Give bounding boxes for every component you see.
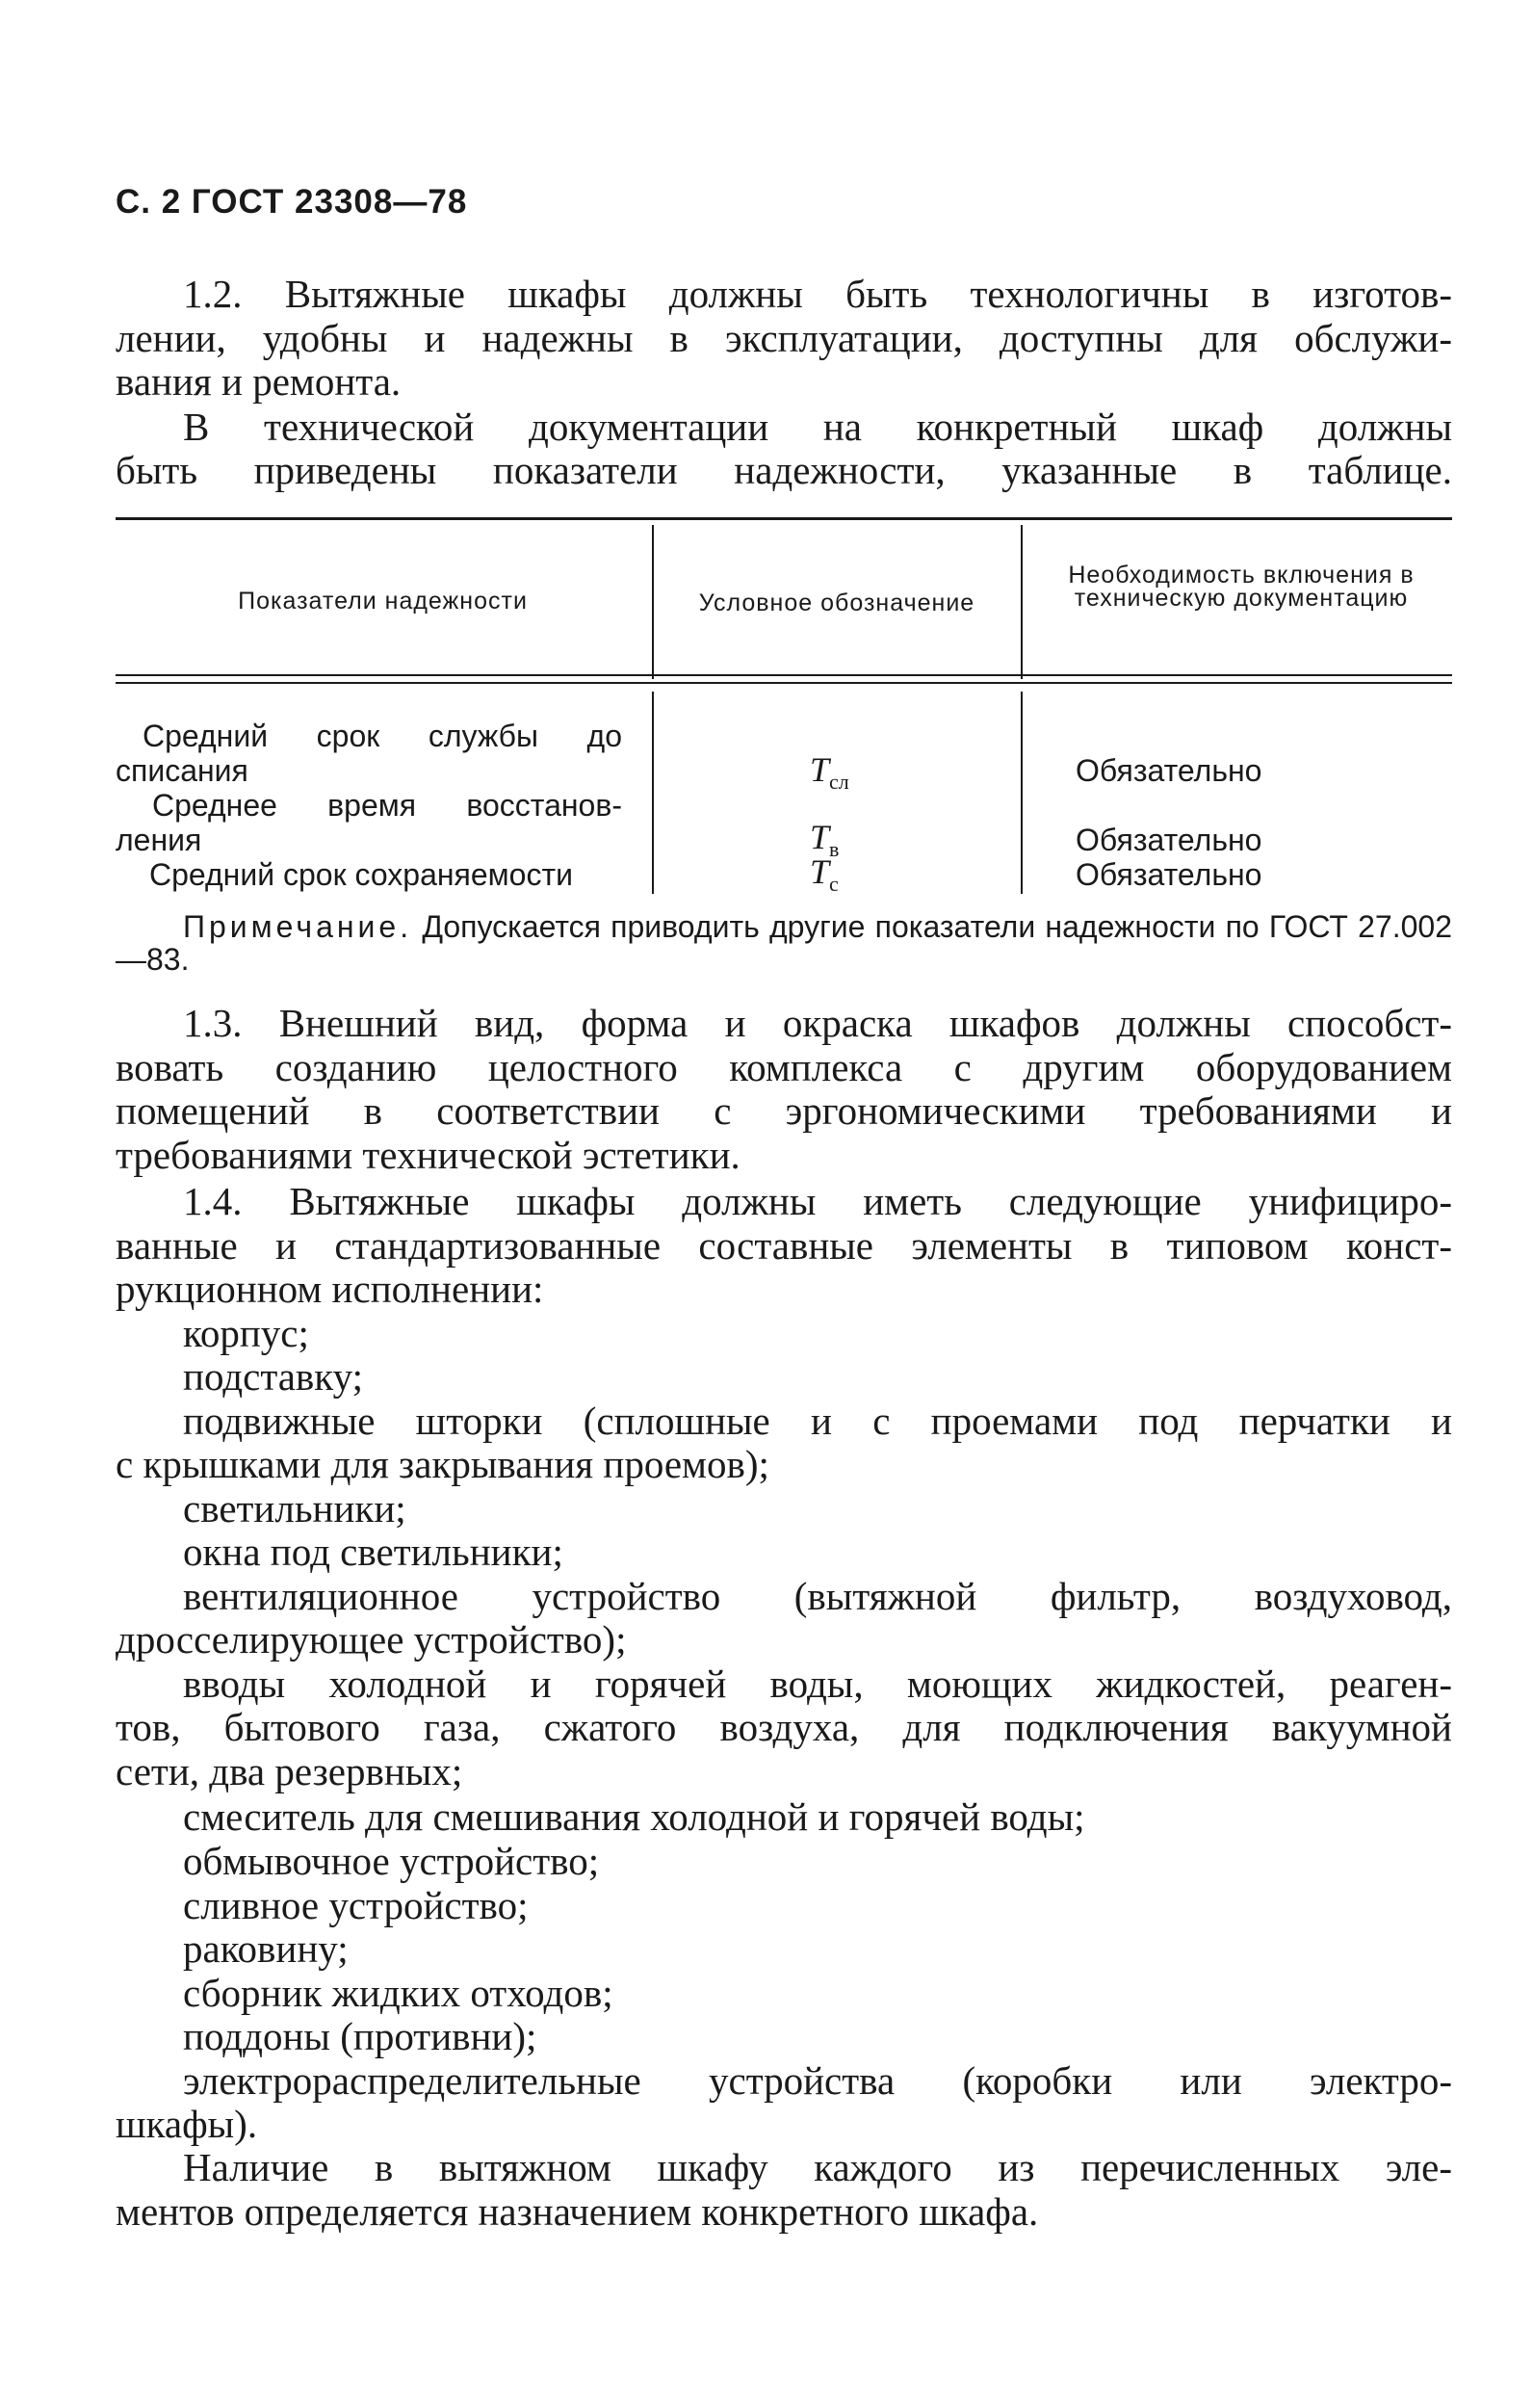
row-3-required: Обязательно: [1076, 857, 1262, 892]
table-body-divider-1: [652, 692, 654, 894]
list-item: подвижные шторки (сплошные и с проемами под перчатки и: [183, 1399, 1452, 1443]
table-header-rule-1: [116, 674, 1452, 676]
para-final-line2: ментов определяется назначением конкретного шкафа.: [116, 2189, 1039, 2234]
row-1-name-line1: Средний срок службы до: [143, 719, 622, 753]
para-1-4-line1: 1.4. Вытяжные шкафы должны иметь следующие унифициро-: [183, 1179, 1452, 1223]
list-item: электрораспределительные устройства (коробки или электро-: [183, 2058, 1452, 2103]
para-1-2-line1: 1.2. Вытяжные шкафы должны быть технологичны в изготов-: [183, 272, 1452, 316]
page-header: С. 2 ГОСТ 23308—78: [116, 183, 468, 221]
list-item-cont: тов, бытового газа, сжатого воздуха, для подключения вакуумной: [116, 1705, 1452, 1749]
table-header-requirement: Необходимость включения в техническую документацию: [1068, 562, 1415, 612]
table-body-divider-2: [1021, 692, 1023, 894]
list-item-cont: с крышками для закрывания проемов);: [116, 1442, 769, 1486]
para-1-2-line2: лении, удобны и надежны в эксплуатации, доступны для обслужи-: [116, 316, 1452, 360]
row-2-name-line2: ления: [116, 823, 202, 857]
list-item: окна под светильники;: [183, 1530, 563, 1574]
row-3-name: Средний срок сохраняемости: [149, 857, 573, 892]
table-header-indicator: Показатели надежности: [238, 588, 528, 615]
row-2-name-line1: Среднее время восстанов-: [152, 788, 622, 823]
table-header-divider-2: [1021, 525, 1023, 679]
list-item: вентиляционное устройство (вытяжной фильтр, воздуховод,: [183, 1574, 1452, 1618]
list-item-cont: дросселирующее устройство);: [116, 1617, 627, 1662]
list-item: сливное устройство;: [183, 1883, 529, 1927]
table-top-rule: [116, 517, 1452, 520]
table-header-symbol: Условное обозначение: [698, 589, 975, 616]
list-item: корпус;: [183, 1311, 309, 1355]
list-item: смеситель для смешивания холодной и горячей воды;: [183, 1794, 1085, 1839]
para-1-2-line3: вания и ремонта.: [116, 359, 402, 404]
para-doc-line2: быть приведены показатели надежности, указанные в таблице.: [116, 448, 1452, 492]
row-3-symbol: $T_с$: [810, 852, 839, 897]
para-1-4-line2: ванные и стандартизованные составные элементы в типовом конст-: [116, 1223, 1452, 1268]
list-item-cont: шкафы).: [116, 2102, 258, 2146]
row-2-symbol: $T_в$: [810, 818, 840, 862]
list-item-cont: сети, два резервных;: [116, 1749, 463, 1793]
para-1-3-line2: вовать созданию целостного комплекса с другим оборудованием: [116, 1045, 1452, 1089]
para-1-4-line3: рукционном исполнении:: [116, 1267, 544, 1311]
note-label: Примечание.: [183, 909, 413, 944]
para-final-line1: Наличие в вытяжном шкафу каждого из перечисленных эле-: [183, 2145, 1452, 2189]
list-item: сборник жидких отходов;: [183, 1971, 613, 2015]
para-1-3-line1: 1.3. Внешний вид, форма и окраска шкафов должны способст-: [183, 1001, 1452, 1045]
row-1-symbol: $T_{сл}$: [810, 750, 849, 795]
table-header-divider-1: [652, 525, 654, 679]
row-1-required: Обязательно: [1076, 753, 1262, 788]
note-text: Допускается приводить другие показатели надежности по ГОСТ 27.002—83.: [116, 909, 1453, 977]
table-header-rule-2: [116, 682, 1452, 684]
row-1-name-line2: списания: [116, 753, 248, 788]
table-note: [116, 910, 1452, 976]
para-1-3-line3: помещений в соответствии с эргономическими требованиями и: [116, 1088, 1452, 1133]
list-item: поддоны (противни);: [183, 2014, 537, 2058]
list-item: подставку;: [183, 1354, 363, 1399]
para-1-3-line4: требованиями технической эстетики.: [116, 1133, 741, 1177]
list-item: светильники;: [183, 1486, 406, 1531]
list-item: раковину;: [183, 1926, 349, 1971]
list-item: вводы холодной и горячей воды, моющих жидкостей, реаген-: [183, 1662, 1452, 1706]
row-2-required: Обязательно: [1076, 823, 1262, 857]
list-item: обмывочное устройство;: [183, 1839, 600, 1883]
para-doc-line1: В технической документации на конкретный шкаф должны: [183, 405, 1452, 449]
